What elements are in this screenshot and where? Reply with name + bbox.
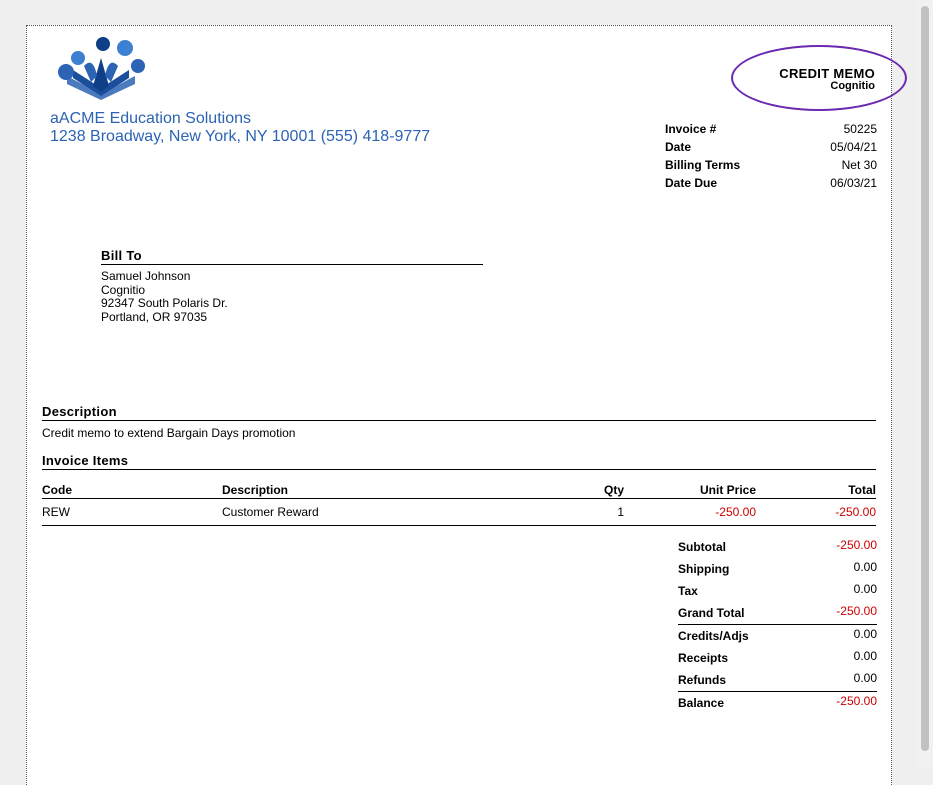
- description-heading: Description: [42, 404, 876, 421]
- totals-value: -250.00: [836, 538, 877, 552]
- totals-label: Balance: [678, 692, 804, 715]
- totals-value: 0.00: [804, 625, 877, 648]
- totals-value: -250.00: [836, 604, 877, 618]
- totals-row: [678, 602, 877, 625]
- item-total: -250.00: [756, 499, 876, 526]
- document-customer: Cognitio: [830, 80, 875, 92]
- company-name: aACME Education Solutions: [50, 110, 251, 127]
- totals-label: Refunds: [678, 673, 726, 687]
- item-unit-price: -250.00: [624, 499, 756, 526]
- totals-value: 0.00: [853, 671, 877, 685]
- totals-label: Tax: [678, 584, 698, 598]
- column-header-code: Code: [42, 483, 222, 499]
- totals-label: Grand Total: [678, 606, 745, 620]
- totals-row: [678, 558, 877, 580]
- totals-row: [678, 692, 877, 715]
- column-header-total: Total: [756, 483, 876, 499]
- totals-table: [678, 536, 877, 714]
- meta-value: 50225: [843, 122, 877, 136]
- meta-row: [665, 158, 877, 176]
- company-address: 1238 Broadway, New York, NY 10001 (555) 418-9777: [50, 128, 431, 145]
- document-page: [26, 25, 892, 785]
- meta-row: [665, 140, 877, 158]
- bill-to-address: [101, 270, 228, 324]
- meta-row: [665, 122, 877, 140]
- totals-value: 0.00: [853, 649, 877, 663]
- vertical-scrollbar[interactable]: [917, 0, 933, 767]
- totals-value: 0.00: [853, 582, 877, 596]
- meta-label: Billing Terms: [665, 158, 741, 172]
- column-header-description: Description: [222, 483, 562, 499]
- meta-label: Invoice #: [665, 122, 717, 136]
- totals-row: [678, 625, 877, 648]
- totals-row: [678, 536, 877, 558]
- invoice-meta-table: [665, 122, 877, 194]
- description-text: Credit memo to extend Bargain Days promotion: [42, 426, 296, 440]
- item-code: REW: [42, 499, 222, 526]
- totals-row: [678, 580, 877, 602]
- totals-label: Credits/Adjs: [678, 625, 804, 648]
- totals-row: [678, 647, 877, 669]
- meta-value: 05/04/21: [830, 140, 877, 154]
- table-row: [42, 499, 876, 526]
- totals-row: [678, 669, 877, 692]
- bill-to-line: 92347 South Polaris Dr.: [101, 296, 228, 310]
- meta-value: Net 30: [841, 158, 877, 172]
- totals-label: Subtotal: [678, 540, 726, 554]
- meta-row: [665, 176, 877, 194]
- meta-label: Date Due: [665, 176, 718, 190]
- totals-label: Shipping: [678, 562, 730, 576]
- invoice-items-heading: Invoice Items: [42, 453, 876, 470]
- bill-to-line: Portland, OR 97035: [101, 309, 208, 324]
- totals-value: 0.00: [853, 560, 877, 574]
- meta-label: Date: [665, 140, 692, 154]
- totals-label: Receipts: [678, 651, 729, 665]
- annotation-circle: [731, 45, 907, 111]
- column-header-unit-price: Unit Price: [624, 483, 756, 499]
- company-logo-icon: [51, 36, 151, 102]
- column-header-qty: Qty: [562, 483, 624, 499]
- meta-value: 06/03/21: [830, 176, 877, 190]
- invoice-items-table: [42, 483, 876, 526]
- bill-to-heading: Bill To: [101, 248, 483, 265]
- bill-to-line: Samuel Johnson: [101, 269, 191, 283]
- document-title: CREDIT MEMO: [779, 66, 875, 81]
- item-description: Customer Reward: [222, 499, 562, 526]
- scrollbar-thumb[interactable]: [921, 6, 929, 751]
- totals-value: -250.00: [804, 692, 877, 715]
- bill-to-line: Cognitio: [101, 282, 146, 297]
- item-qty: 1: [562, 499, 624, 526]
- table-header-row: [42, 483, 876, 499]
